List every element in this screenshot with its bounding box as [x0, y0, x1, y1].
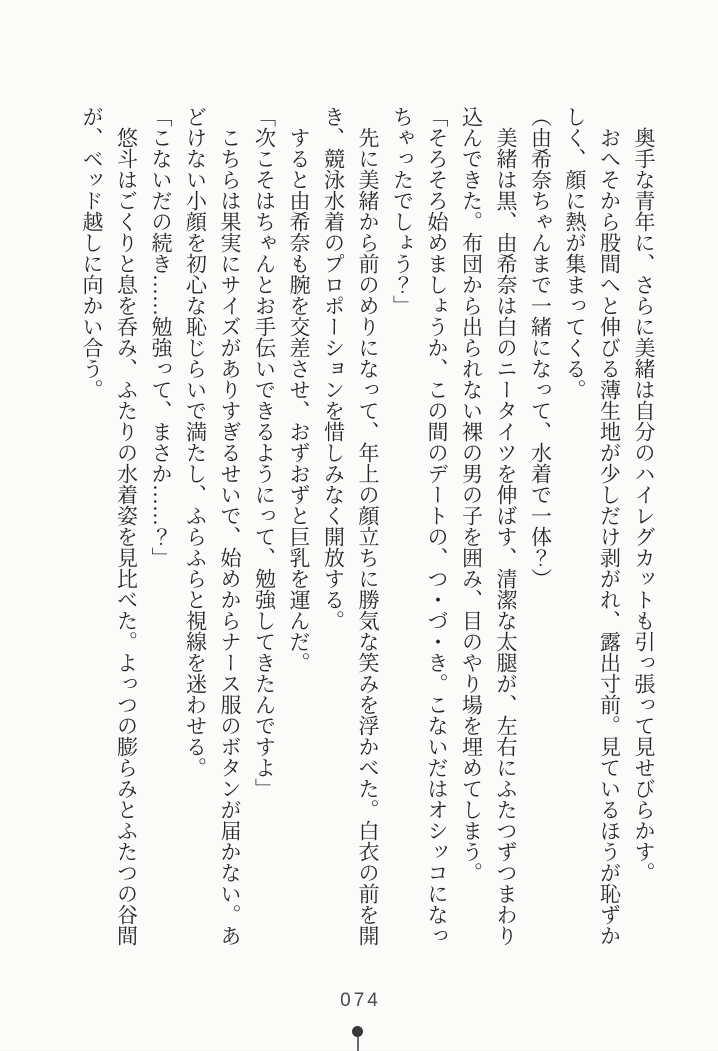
dot-shape [352, 1026, 363, 1037]
text-column: どけない小顔を初心な恥じらいで満たし、ふらふらと視線を迷わせる。 [183, 106, 208, 778]
text-column: 込んできた。布団から出られない裸の男の子を囲み、目のやり場を埋めてしまう。 [459, 106, 484, 883]
text-column: き、競泳水着のプロポーションを惜しみなく開放する。 [321, 106, 346, 631]
text-column: しく、顔に熱が集まってくる。 [563, 106, 587, 400]
dot-stem [357, 1037, 359, 1051]
text-column: が、ベッド越しに向かい合う。 [80, 106, 104, 400]
text-column: おへそから股間へと伸びる薄生地が少しだけ剥がれ、露出寸前。見ているほうが恥ずか [597, 127, 622, 946]
text-column: 奥手な青年に、さらに美緒は自分のハイレグカットも引っ張って見せびらかす。 [632, 127, 656, 883]
text-column: 先に美緒から前のめりになって、年上の顔立ちに勝気な笑みを浮かべた。白衣の前を開 [356, 127, 380, 946]
page-number: 074 [340, 990, 381, 1011]
binding-dot-icon [352, 1026, 363, 1051]
text-column: ちゃったでしょう？」 [390, 106, 415, 316]
text-column: 「次こそはちゃんとお手伝いできるようにって、勉強してきたんですよ」 [252, 106, 277, 799]
novel-text [75, 106, 662, 946]
page-footer [0, 990, 718, 1012]
text-column: 「そろそろ始めましょうか、この間のデートの、つ・づ・き。こないだはオシッコになっ [425, 106, 449, 946]
text-column: 美緒は黒、由希奈は白のニータイツを伸ばす、清潔な太腿が、左右にふたつずつまわり [494, 127, 518, 946]
text-column: （由希奈ちゃんまで一緒になって、水着で一体？） [528, 106, 553, 589]
text-column: 「こないだの続き……勉強って、まさか……？」 [149, 106, 173, 568]
text-column: こちらは果実にサイズがありすぎるせいで、始めからナース服のボタンが届かない。あ [218, 127, 242, 946]
text-column: 悠斗はごくりと息を呑み、ふたりの水着姿を見比べた。よっつの膨らみとふたつの谷間 [114, 127, 139, 946]
text-column: すると由希奈も腕を交差させ、おずおずと巨乳を運んだ。 [287, 127, 311, 673]
